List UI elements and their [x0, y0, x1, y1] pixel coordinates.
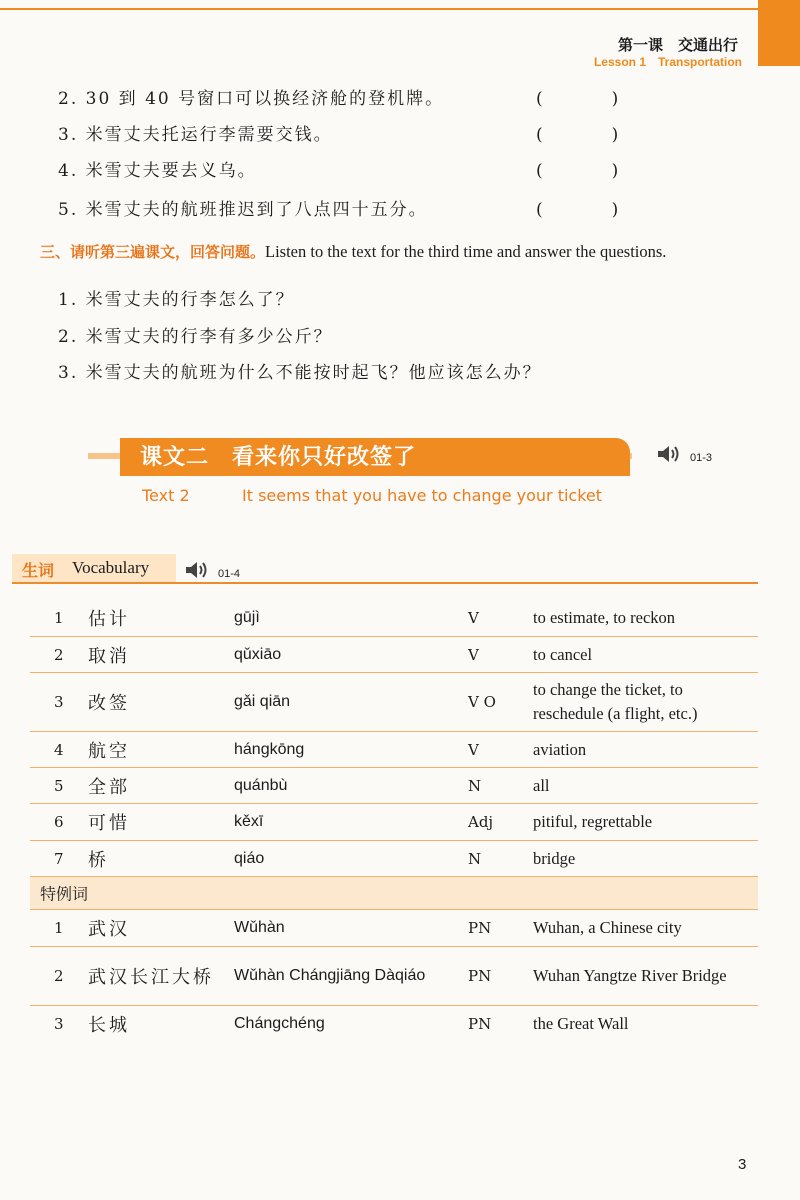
row-number: 7 — [54, 849, 64, 868]
audio-track-code: 01-3 — [690, 452, 713, 464]
vocab-pinyin: kěxī — [234, 813, 264, 830]
row-number: 4 — [54, 740, 64, 759]
answer-blank[interactable]: ( ) — [536, 200, 645, 220]
vocab-word: 取消 — [88, 645, 130, 667]
vocab-pos: V O — [468, 693, 496, 711]
vocab-pos: Adj — [468, 813, 494, 831]
vocab-word: 长城 — [88, 1015, 130, 1036]
vocab-pos: PN — [468, 1015, 492, 1033]
text2-label: Text 2 — [142, 486, 190, 505]
row-number: 3 — [54, 1015, 64, 1033]
vocab-word: 可惜 — [88, 813, 130, 834]
vocab-word: 改签 — [88, 693, 130, 714]
vocab-definition: all — [533, 775, 550, 795]
row-number: 3 — [54, 693, 64, 711]
table-row — [30, 768, 758, 804]
row-number: 2 — [54, 645, 64, 664]
table-row — [30, 637, 758, 673]
vocab-definition: to change the ticket, to reschedule (a flight, etc.) — [533, 680, 698, 723]
table-row — [30, 841, 758, 877]
row-number: 2 — [54, 967, 64, 985]
vocab-pos: N — [468, 776, 482, 795]
header-rule — [0, 8, 760, 10]
table-row — [30, 673, 758, 732]
table-row — [30, 947, 758, 1006]
table-row — [30, 600, 758, 637]
vocabulary-audio[interactable] — [184, 560, 212, 584]
vocabulary-title-zh: 生词 — [22, 561, 55, 580]
question-item: 3. 米雪丈夫的航班为什么不能按时起飞？他应该怎么办？ — [58, 363, 542, 383]
table-group-header — [30, 877, 758, 910]
exercise-item: 2. 30 到 40 号窗口可以换经济舱的登机牌。 — [58, 89, 445, 109]
row-number: 1 — [54, 609, 64, 627]
question-item: 1. 米雪丈夫的行李怎么了？ — [58, 290, 295, 310]
vocab-pos: V — [468, 645, 479, 664]
vocabulary-title-en: Vocabulary — [72, 558, 150, 577]
vocab-word: 桥 — [88, 849, 109, 871]
table-row — [30, 910, 758, 947]
chapter-corner-tab — [758, 0, 800, 66]
page-number: 3 — [738, 1156, 747, 1173]
vocab-pinyin: Chángchéng — [234, 1015, 325, 1032]
vocabulary-rule — [12, 582, 758, 584]
vocab-pinyin: Wǔhàn — [234, 919, 285, 936]
answer-blank[interactable]: ( ) — [536, 161, 645, 181]
vocab-pinyin: gūjì — [234, 609, 260, 626]
vocabulary-table — [30, 600, 758, 1042]
text2-title-en: It seems that you have to change your ticket — [242, 486, 603, 505]
lesson-title-en: Lesson 1 Transportation — [593, 55, 742, 69]
vocab-pos: PN — [468, 967, 492, 985]
vocab-pinyin: quánbù — [234, 776, 288, 794]
vocab-definition: pitiful, regrettable — [533, 812, 653, 831]
vocab-definition: aviation — [533, 739, 587, 759]
speaker-icon[interactable] — [656, 444, 684, 464]
vocab-pinyin: gǎi qiān — [234, 693, 291, 710]
vocab-word: 航空 — [88, 740, 130, 762]
section-heading-en: Listen to the text for the third time and answer the questions. — [265, 242, 667, 261]
vocab-pinyin: hángkōng — [234, 740, 305, 758]
vocab-definition: Wuhan Yangtze River Bridge — [533, 966, 727, 985]
vocab-pinyin: qiáo — [234, 849, 265, 867]
vocab-pinyin: qǔxiāo — [234, 645, 282, 663]
answer-blank[interactable]: ( ) — [536, 89, 645, 109]
exercise-item: 4. 米雪丈夫要去义乌。 — [58, 161, 257, 181]
vocab-pinyin: Wǔhàn Chángjiāng Dàqiáo — [234, 967, 426, 984]
vocab-definition: to estimate, to reckon — [533, 608, 676, 627]
vocab-definition: Wuhan, a Chinese city — [533, 918, 682, 937]
vocab-pos: V — [468, 609, 479, 627]
vocab-definition: to cancel — [533, 644, 593, 664]
vocab-word: 武汉 — [88, 919, 130, 940]
text2-audio[interactable] — [656, 444, 684, 468]
vocab-word: 武汉长江大桥 — [88, 967, 214, 988]
section-heading — [40, 241, 666, 262]
vocab-definition: the Great Wall — [533, 1014, 629, 1033]
vocab-definition: bridge — [533, 848, 576, 868]
vocab-word: 全部 — [88, 776, 130, 798]
row-number: 5 — [54, 776, 64, 795]
vocab-word: 估计 — [88, 609, 130, 630]
special-words-label: 特例词 — [40, 884, 89, 904]
lesson-title-zh: 第一课 交通出行 — [617, 36, 738, 54]
exercise-item: 3. 米雪丈夫托运行李需要交钱。 — [58, 125, 333, 145]
exercise-item: 5. 米雪丈夫的航班推迟到了八点四十五分。 — [58, 200, 428, 220]
answer-blank[interactable]: ( ) — [536, 125, 645, 145]
vocab-pos: N — [468, 849, 482, 868]
row-number: 1 — [54, 919, 64, 937]
section-heading-zh: 三、请听第三遍课文，回答问题。 — [40, 243, 266, 261]
table-row — [30, 732, 758, 768]
row-number: 6 — [54, 813, 64, 831]
vocab-pos: V — [468, 740, 479, 759]
question-item: 2. 米雪丈夫的行李有多少公斤？ — [58, 327, 333, 347]
table-row — [30, 804, 758, 841]
table-row — [30, 1006, 758, 1042]
vocab-pos: PN — [468, 919, 492, 937]
text2-banner-title: 课文二 看来你只好改签了 — [140, 445, 417, 470]
speaker-icon[interactable] — [184, 560, 212, 580]
audio-track-code: 01-4 — [218, 568, 241, 580]
